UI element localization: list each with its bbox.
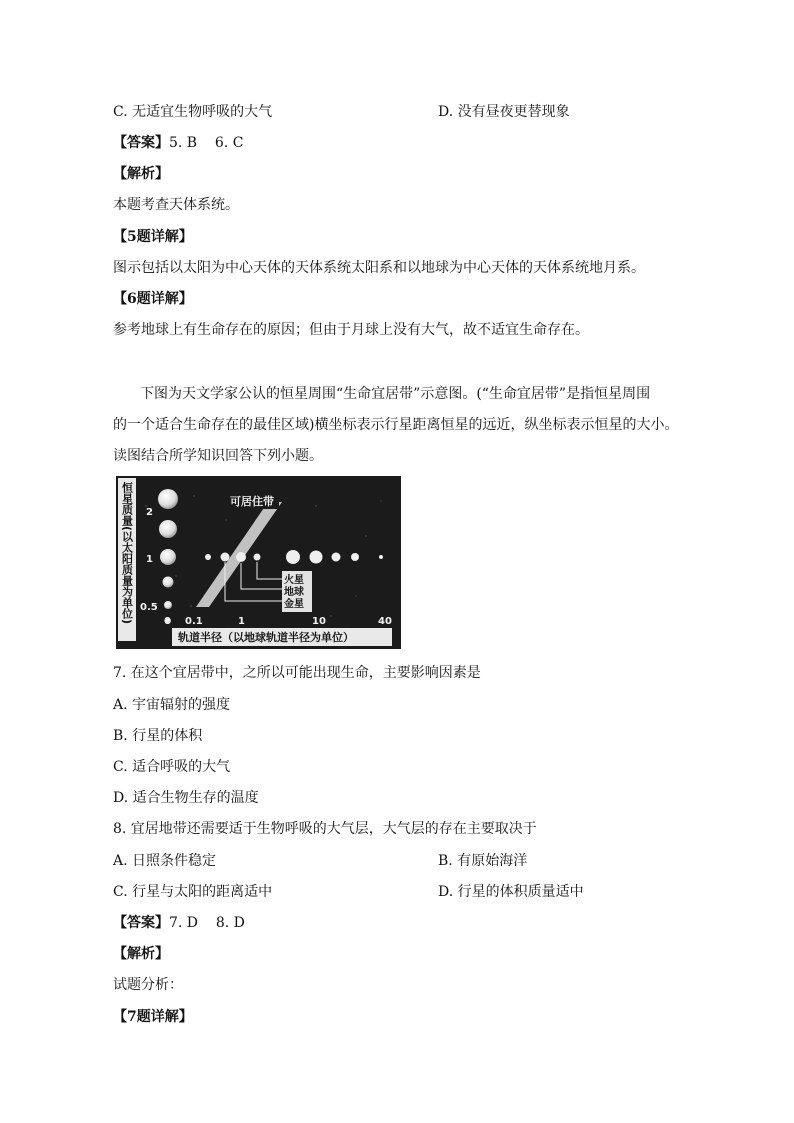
q8-option-d: D. 行星的体积质量适中 [438,884,584,900]
planet-uranus [332,553,341,562]
q7-detail-heading: 【7题详解】 [113,1009,193,1025]
answer-text: 5. B 6. C [169,135,244,151]
planet-neptune [351,553,359,561]
x-tick-1: 1 [238,616,245,627]
q6-option-d: D. 没有昼夜更替现象 [438,104,570,120]
label-venus: 金星 [284,599,304,610]
star-mass-small [163,577,174,588]
analysis-heading: 【解析】 [113,166,169,182]
planet-saturn [310,551,323,564]
y-tick-1: 1 [146,554,153,565]
q8-option-c: C. 行星与太阳的距离适中 [113,884,273,900]
planet-venus [221,553,230,562]
star-mass-0-5 [164,601,172,609]
answer-label: 【答案】 [113,135,169,151]
y-axis-title: 恒星质量(以太阳质量为单位) [120,482,134,625]
analysis-heading-2: 【解析】 [113,946,169,962]
q7-option-d: D. 适合生物生存的温度 [113,790,259,806]
habitable-zone-figure [116,476,401,649]
planet-jupiter [286,550,300,564]
intro-line-2: 的一个适合生命存在的最佳区域)横坐标表示行星距离恒星的远近，纵坐标表示恒星的大小。 [113,417,679,433]
answer-text-2: 7. D 8. D [169,915,245,931]
star-mass-large [158,489,178,509]
q5-detail-heading: 【5题详解】 [113,229,193,245]
q6-option-c: C. 无适宜生物呼吸的大气 [113,104,273,120]
y-tick-2: 2 [146,507,153,518]
q5-detail-text: 图示包括以太阳为中心天体的天体系统太阳系和以地球为中心天体的天体系统地月系。 [113,260,645,276]
analysis-text: 本题考查天体系统。 [113,197,239,213]
analysis-text-2: 试题分析： [113,977,183,993]
x-tick-0: 0 [164,616,171,627]
q6-detail-text: 参考地球上有生命存在的原因；但由于月球上没有大气，故不适宜生命存在。 [113,322,589,338]
y-tick-0-5: 0.5 [140,602,158,613]
q8-option-b: B. 有原始海洋 [438,853,528,869]
answer-line-5-6 [113,133,243,153]
q8-stem: 8. 宜居地带还需要适于生物呼吸的大气层，大气层的存在主要取决于 [113,821,537,837]
label-earth: 地球 [284,587,304,598]
q7-option-b: B. 行星的体积 [113,728,203,744]
intro-line-3: 读图结合所学知识回答下列小题。 [113,448,323,464]
x-axis-title: 轨道半径（以地球轨道半径为单位） [178,631,354,644]
star-mass-2 [159,520,177,538]
x-tick-10: 10 [312,616,326,627]
planet-mars [254,554,261,561]
x-tick-0-1: 0.1 [185,616,203,627]
planet-earth [236,552,246,562]
q7-option-c: C. 适合呼吸的大气 [113,759,231,775]
label-mars: 火星 [284,575,304,586]
planet-pluto [379,555,383,559]
habitable-zone-svg [116,476,401,649]
q6-detail-heading: 【6题详解】 [113,291,193,307]
x-tick-40: 40 [378,616,392,627]
intro-line-1: 下图为天文学家公认的恒星周围“生命宜居带”示意图。(“生命宜居带”是指恒星周围 [140,386,651,402]
star-mass-1 [160,549,176,565]
q7-stem: 7. 在这个宜居带中，之所以可能出现生命，主要影响因素是 [113,665,481,681]
planet-mercury [205,554,211,560]
q8-option-a: A. 日照条件稳定 [113,853,217,869]
answer-label-2: 【答案】 [113,915,169,931]
q7-option-a: A. 宇宙辐射的强度 [113,697,231,713]
answer-line-7-8 [113,913,245,933]
habitable-zone-label: 可居住带 [230,495,274,508]
